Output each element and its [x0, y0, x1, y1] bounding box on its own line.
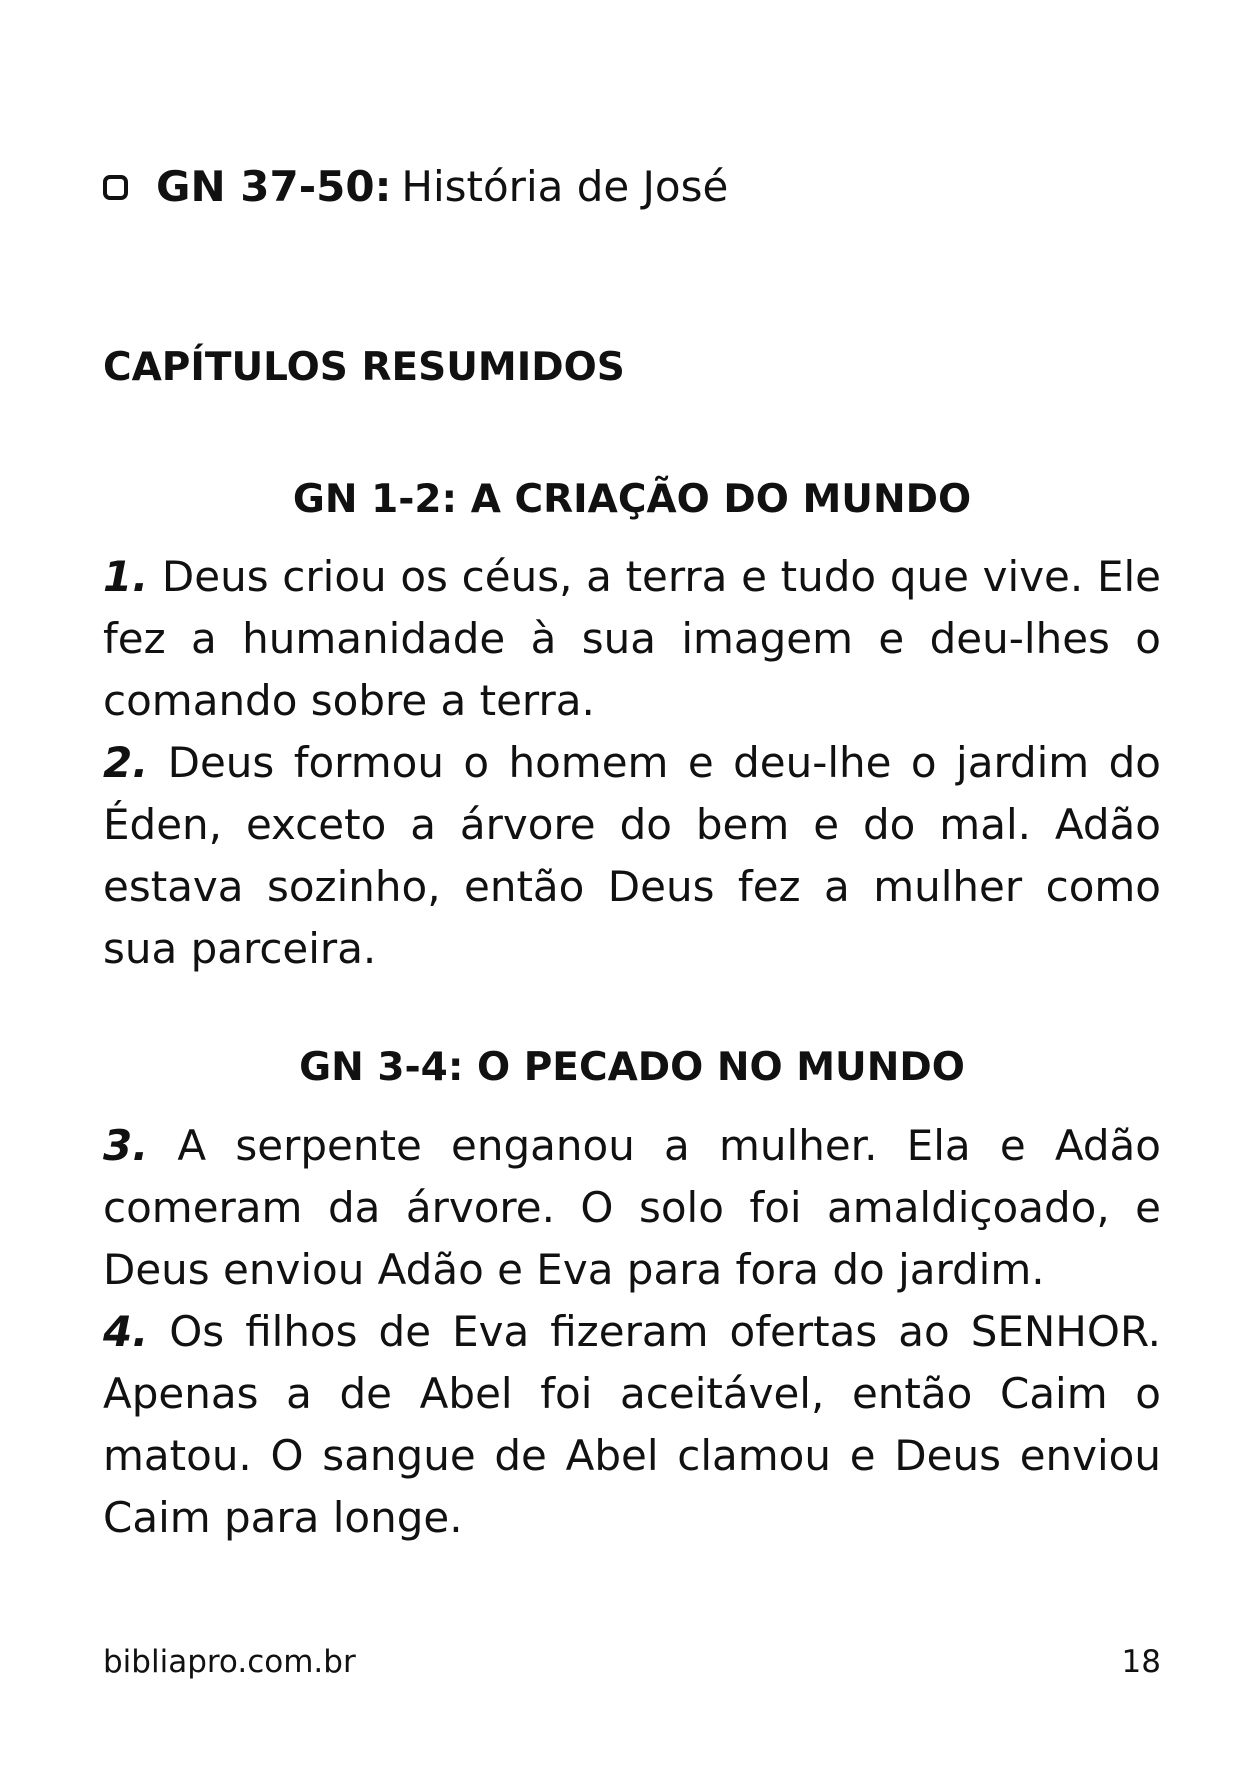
summary-text: Os filhos de Eva fizeram ofertas ao SENHOR. Apenas a de Abel foi aceitável, então Caim o matou. O sangue de Abel clamou e Deus enviou Caim para longe.	[103, 1307, 1161, 1542]
summary-number: 4.	[103, 1307, 149, 1356]
summary-paragraph	[103, 732, 1161, 980]
checkbox-icon[interactable]	[103, 175, 128, 200]
summary-number: 3.	[103, 1121, 149, 1170]
chapter-summary	[103, 546, 1161, 980]
summary-paragraph	[103, 1301, 1161, 1549]
checklist-text: História de José	[401, 162, 729, 211]
checklist-ref: GN 37-50:	[156, 162, 392, 211]
summary-text: Deus criou os céus, a terra e tudo que vive. Ele fez a humanidade à sua imagem e deu-lhes o comando sobre a terra.	[103, 552, 1161, 725]
chapter-title: GN 1-2: A CRIAÇÃO DO MUNDO	[292, 477, 972, 522]
chapter-title: GN 3-4: O PECADO NO MUNDO	[299, 1045, 965, 1090]
summary-number: 1.	[103, 552, 149, 601]
page-number: 18	[1121, 1644, 1161, 1680]
summary-text: A serpente enganou a mulher. Ela e Adão comeram da árvore. O solo foi amaldiçoado, e Deus enviou Adão e Eva para fora do jardim.	[103, 1121, 1161, 1294]
summary-number: 2.	[103, 738, 149, 787]
document-page	[103, 0, 1161, 1790]
summary-paragraph	[103, 1115, 1161, 1301]
checklist-item	[103, 158, 728, 216]
page-footer	[103, 1642, 1161, 1682]
summary-text: Deus formou o homem e deu-lhe o jardim do Éden, exceto a árvore do bem e do mal. Adão estava sozinho, então Deus fez a mulher como sua parceira.	[103, 738, 1161, 973]
section-heading: CAPÍTULOS RESUMIDOS	[103, 345, 625, 390]
footer-site-link[interactable]: bibliapro.com.br	[103, 1644, 356, 1680]
summary-paragraph	[103, 546, 1161, 732]
chapter-summary	[103, 1115, 1161, 1549]
